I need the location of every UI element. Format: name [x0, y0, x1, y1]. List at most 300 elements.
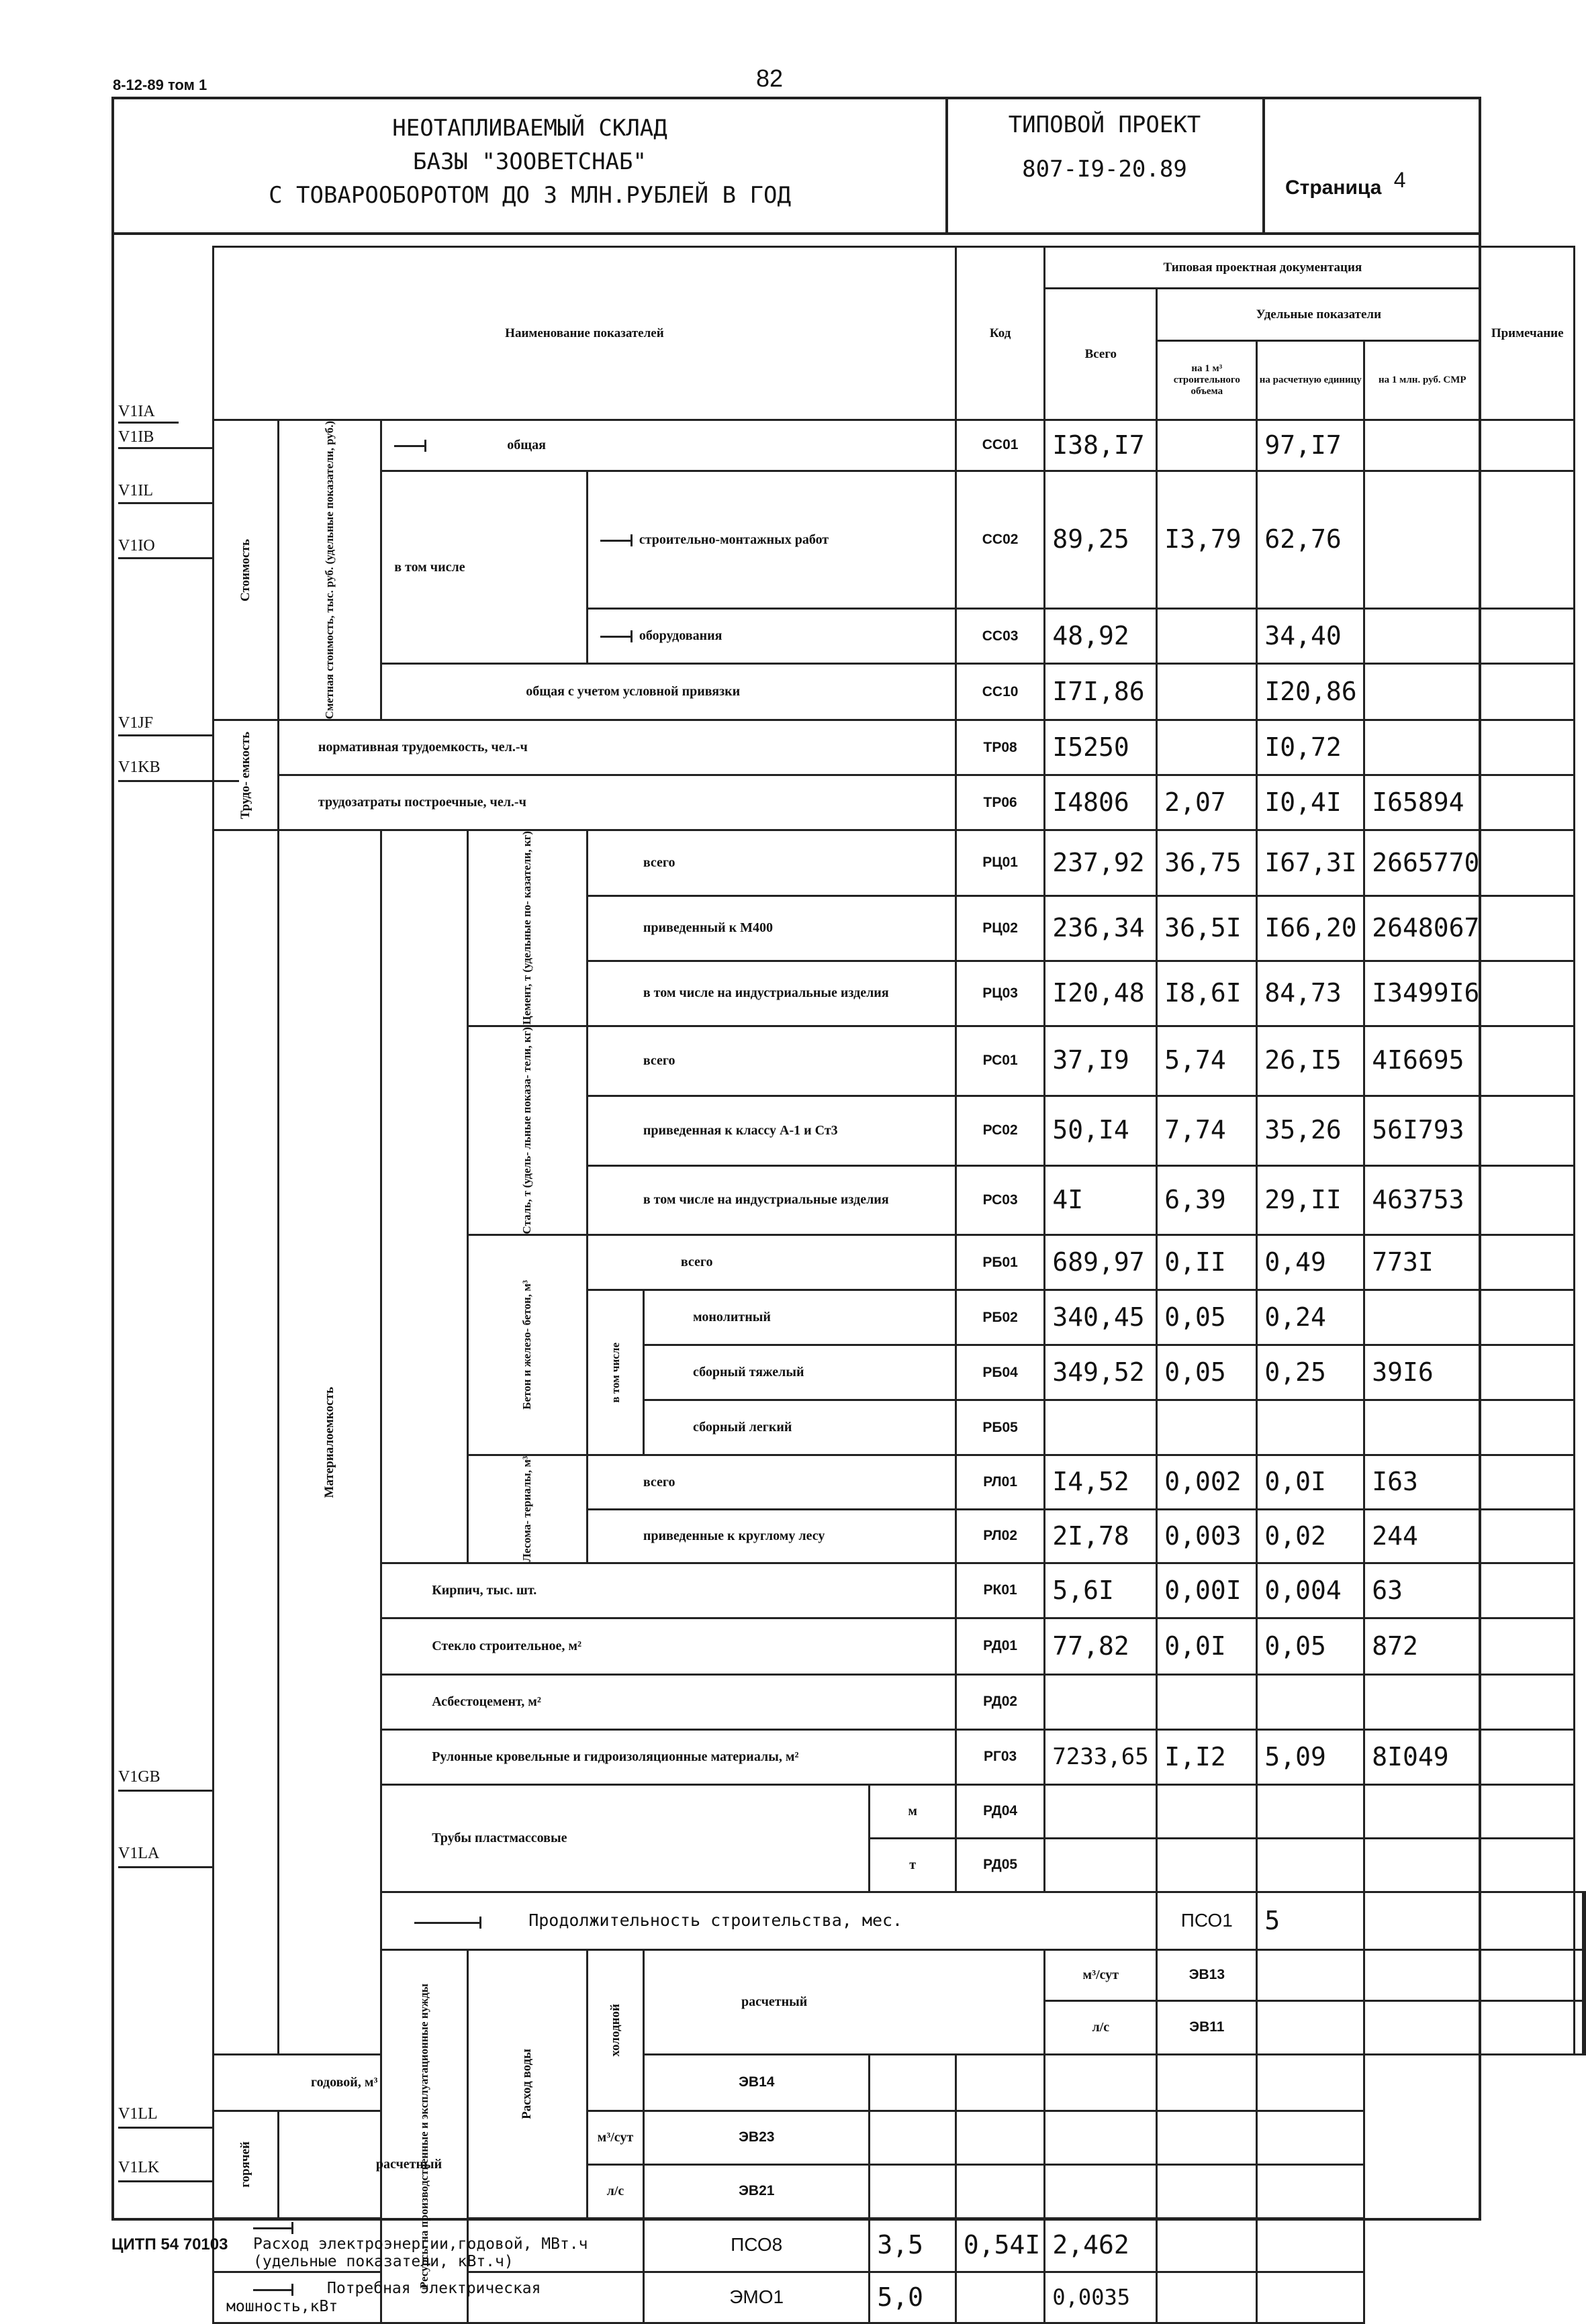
- row-note: [1583, 2001, 1585, 2055]
- row-note: [1481, 1165, 1575, 1235]
- row-name: [587, 609, 955, 664]
- row-per-unit: 0,25: [1257, 1345, 1364, 1400]
- pointer-mark: [414, 1922, 481, 1924]
- row-per-mln: [1364, 1785, 1481, 1839]
- row-name: [587, 1509, 955, 1563]
- row-per-m3: 0,0I: [1157, 1618, 1257, 1675]
- row-name: [381, 420, 956, 471]
- row-name-text: Асбестоцемент, м²: [432, 1694, 541, 1710]
- row-name: [587, 471, 955, 609]
- row-per-unit: [1257, 1839, 1364, 1892]
- row-per-mln: [1364, 1400, 1481, 1455]
- row-name: [644, 1345, 956, 1400]
- row-note: [1257, 2111, 1364, 2165]
- page-label: [1285, 168, 1406, 199]
- row-per-mln: 56I793: [1364, 1096, 1481, 1165]
- row-name: [587, 1165, 955, 1235]
- group-hot: [214, 2111, 279, 2219]
- row-note: [1481, 961, 1575, 1026]
- row-per-m3: [1157, 609, 1257, 664]
- row-per-mln: [1364, 1839, 1481, 1892]
- indicators-table: [212, 246, 1586, 2324]
- row-name-text: Кирпич, тыс. шт.: [432, 1583, 537, 1598]
- group-material-label: Материалоемкость: [322, 1386, 337, 1498]
- row-per-m3: [1157, 1785, 1257, 1839]
- row-code: ТР08: [955, 720, 1045, 775]
- group-cold-label: холодной: [608, 2004, 622, 2057]
- row-total: I4806: [1045, 775, 1157, 830]
- row-per-unit: I66,20: [1257, 895, 1364, 961]
- side-code: V1KB: [118, 759, 160, 776]
- row-per-unit: 0,02: [1257, 1509, 1364, 1563]
- doc-date-volume: 8-12-89 том 1: [113, 77, 207, 93]
- row-per-m3: 0,54I: [955, 2219, 1045, 2272]
- row-per-unit: [1481, 2001, 1575, 2055]
- row-name-text: Рулонные кровельные и гидроизоляционные материалы, м²: [432, 1749, 799, 1765]
- row-total: 4I: [1045, 1165, 1157, 1235]
- row-total: [1045, 1675, 1157, 1730]
- row-total: [870, 2055, 955, 2111]
- row-per-unit: I20,86: [1257, 664, 1364, 720]
- row-per-unit: 0,05: [1257, 1618, 1364, 1675]
- col-header-specific: Удельные показатели: [1157, 289, 1481, 341]
- row-total: 3,5: [870, 2219, 955, 2272]
- row-name-text: всего: [643, 1474, 675, 1490]
- group-water-label: Расход воды: [520, 2049, 534, 2119]
- col-header-per-unit: на расчетную единицу: [1257, 341, 1364, 420]
- col-header-code: Код: [955, 247, 1045, 420]
- group-material: [278, 830, 381, 2055]
- row-code: ЭВ21: [644, 2165, 870, 2219]
- row-per-unit: 0,004: [1257, 1563, 1364, 1618]
- row-per-m3: [955, 2272, 1045, 2323]
- side-code: V1LL: [118, 2105, 158, 2123]
- pointer-mark: [394, 445, 426, 447]
- header-title: [114, 111, 945, 212]
- row-per-mln: I65894: [1364, 775, 1481, 830]
- row-code: ПСО1: [1157, 1892, 1257, 1950]
- group-concrete-label: Бетон и железо- бетон, м³: [520, 1280, 534, 1410]
- group-labor-label: Трудо- емкость: [238, 731, 253, 819]
- row-name-text: приведенные к круглому лесу: [643, 1528, 825, 1543]
- row-per-m3: 0,05: [1157, 1345, 1257, 1400]
- group-cold: [587, 1950, 643, 2111]
- group-labor: [214, 720, 279, 830]
- row-per-mln: [1364, 1290, 1481, 1345]
- row-name-text: Расход электроэнергии,годовой, МВт.ч (удельные показатели, кВт.ч): [253, 2235, 588, 2271]
- row-per-mln: [1157, 2165, 1257, 2219]
- row-name-text: Продолжительность строительства, мес.: [528, 1910, 903, 1931]
- row-per-mln: 463753: [1364, 1165, 1481, 1235]
- row-per-m3: 0,II: [1157, 1235, 1257, 1290]
- row-code: РД04: [955, 1785, 1045, 1839]
- row-per-mln: [1157, 2055, 1257, 2111]
- group-cost: [214, 420, 279, 720]
- title-line-1: НЕОТАПЛИВАЕМЫЙ СКЛАД: [392, 115, 667, 142]
- row-name-text: Стекло строительное, м²: [432, 1639, 581, 1654]
- row-name: [644, 1950, 1045, 2055]
- row-per-unit: [1257, 1785, 1364, 1839]
- col-header-note: Примечание: [1481, 247, 1575, 420]
- row-per-m3: [1157, 664, 1257, 720]
- row-per-unit: 5,09: [1257, 1730, 1364, 1785]
- row-per-unit: 0,49: [1257, 1235, 1364, 1290]
- row-per-m3: I8,6I: [1157, 961, 1257, 1026]
- row-code: РС03: [955, 1165, 1045, 1235]
- row-per-mln: [1575, 1892, 1583, 1950]
- row-per-unit: 62,76: [1257, 471, 1364, 609]
- row-note: [1481, 1400, 1575, 1455]
- row-note: [1481, 1730, 1575, 1785]
- side-code: V1IB: [118, 428, 154, 446]
- row-code: ПСО8: [644, 2219, 870, 2272]
- row-code: ТР06: [955, 775, 1045, 830]
- row-name-text: годовой, м³: [311, 2075, 378, 2090]
- row-per-unit: 29,II: [1257, 1165, 1364, 1235]
- row-code: ЭВ14: [644, 2055, 870, 2111]
- row-name: [587, 1235, 955, 1290]
- row-per-unit: [1257, 1675, 1364, 1730]
- row-per-mln: 773I: [1364, 1235, 1481, 1290]
- row-unit: м³/сут: [587, 2111, 643, 2165]
- row-total: [1045, 1400, 1157, 1455]
- row-per-mln: 2648067: [1364, 895, 1481, 961]
- row-per-m3: [955, 2111, 1045, 2165]
- row-total: [1045, 1785, 1157, 1839]
- row-note: [1481, 609, 1575, 664]
- row-per-mln: [1364, 471, 1481, 609]
- row-per-mln: [1575, 2001, 1583, 2055]
- row-note: [1481, 471, 1575, 609]
- row-code: РД01: [955, 1618, 1045, 1675]
- row-name-text: приведенная к классу А-1 и Ст3: [643, 1122, 838, 1138]
- row-total: [1257, 2001, 1364, 2055]
- row-name-text: Трубы пластмассовые: [432, 1831, 567, 1846]
- row-per-mln: 39I6: [1364, 1345, 1481, 1400]
- row-name: [381, 1785, 870, 1892]
- row-code: РД02: [955, 1675, 1045, 1730]
- row-note: [1257, 2165, 1364, 2219]
- row-total: 5: [1257, 1892, 1364, 1950]
- row-code: РБ01: [955, 1235, 1045, 1290]
- side-code: V1LA: [118, 1845, 160, 1862]
- wood-gap: [381, 1455, 467, 1563]
- col-header-total: Всего: [1045, 289, 1157, 420]
- row-total: 89,25: [1045, 471, 1157, 609]
- row-per-unit: 84,73: [1257, 961, 1364, 1026]
- row-unit: т: [870, 1839, 955, 1892]
- row-name-text: строительно-монтажных работ: [639, 532, 829, 547]
- row-code: РБ05: [955, 1400, 1045, 1455]
- row-name: [381, 1618, 956, 1675]
- row-note: [1481, 895, 1575, 961]
- row-total: 237,92: [1045, 830, 1157, 895]
- row-note: [1257, 2055, 1364, 2111]
- row-note: [1257, 2272, 1364, 2323]
- row-note: [1481, 1839, 1575, 1892]
- row-per-m3: [1157, 720, 1257, 775]
- row-per-mln: 8I049: [1364, 1730, 1481, 1785]
- row-per-unit: [1257, 1400, 1364, 1455]
- row-name-text: нормативная трудоемкость, чел.-ч: [318, 740, 528, 755]
- group-steel: [467, 1026, 587, 1234]
- col-header-per-mln: на 1 млн. руб. СМР: [1364, 341, 1481, 420]
- row-code: РК01: [955, 1563, 1045, 1618]
- row-name: [381, 1675, 956, 1730]
- group-concrete: [467, 1235, 587, 1455]
- group-cost-sub: [278, 420, 381, 720]
- row-code: СС02: [955, 471, 1045, 609]
- row-code: РЛ02: [955, 1509, 1045, 1563]
- title-line-3: С ТОВАРООБОРОТОМ ДО 3 МЛН.РУБЛЕЙ В ГОД: [269, 182, 791, 209]
- row-name-text: общая: [507, 438, 546, 452]
- steel-gap: [381, 1026, 467, 1234]
- group-cost-label: Стоимость: [238, 538, 253, 601]
- row-note: [1481, 1235, 1575, 1290]
- row-per-unit: 26,I5: [1257, 1026, 1364, 1096]
- row-per-unit: [1045, 2111, 1157, 2165]
- title-line-2: БАЗЫ "ЗООВЕТСНАБ": [413, 148, 647, 175]
- row-per-m3: 0,003: [1157, 1509, 1257, 1563]
- row-per-unit: [1045, 2165, 1157, 2219]
- row-per-mln: [1157, 2272, 1257, 2323]
- row-per-mln: [1364, 609, 1481, 664]
- row-per-m3: 2,07: [1157, 775, 1257, 830]
- row-note: [1481, 1455, 1575, 1509]
- row-total: 77,82: [1045, 1618, 1157, 1675]
- row-name-text: сборный тяжелый: [693, 1365, 804, 1380]
- col-header-name: Наименование показателей: [214, 247, 956, 420]
- row-code: РД05: [955, 1839, 1045, 1892]
- row-per-m3: [1364, 1950, 1481, 2001]
- row-total: I20,48: [1045, 961, 1157, 1026]
- row-note: [1481, 420, 1575, 471]
- row-total: I38,I7: [1045, 420, 1157, 471]
- row-unit: м: [870, 1785, 955, 1839]
- row-name: [381, 1730, 956, 1785]
- row-per-mln: 244: [1364, 1509, 1481, 1563]
- row-per-unit: 34,40: [1257, 609, 1364, 664]
- col-header-group: Типовая проектная документация: [1045, 247, 1481, 289]
- row-total: I4,52: [1045, 1455, 1157, 1509]
- row-name: [381, 664, 956, 720]
- page-label-text: Страница: [1285, 177, 1382, 199]
- row-total: 48,92: [1045, 609, 1157, 664]
- row-code: РС01: [955, 1026, 1045, 1096]
- side-code: V1IA: [118, 403, 155, 420]
- row-code: СС01: [955, 420, 1045, 471]
- group-wood: [467, 1455, 587, 1563]
- row-per-mln: I3499I6: [1364, 961, 1481, 1026]
- row-code: СС03: [955, 609, 1045, 664]
- row-total: 2I,78: [1045, 1509, 1157, 1563]
- page-number: 82: [756, 64, 784, 92]
- row-code: ЭВ13: [1157, 1950, 1257, 2001]
- row-name-text: монолитный: [693, 1310, 771, 1325]
- row-per-unit: 97,I7: [1257, 420, 1364, 471]
- group-wood-label: Лесома- териалы, м³: [520, 1456, 534, 1563]
- row-code: ЭВ11: [1157, 2001, 1257, 2055]
- row-unit: л/с: [1045, 2001, 1157, 2055]
- row-name-text: в том числе на индустриальные изделия: [643, 1192, 889, 1208]
- group-cement-label: Цемент, т (удельные по- казатели, кг): [520, 831, 534, 1025]
- group-concrete-incl: [587, 1290, 643, 1455]
- group-steel-label: Сталь, т (удель- льные показа- тели, кг): [520, 1026, 534, 1234]
- row-note: [1481, 1026, 1575, 1096]
- row-per-mln: 872: [1364, 1618, 1481, 1675]
- pointer-mark: [253, 2289, 293, 2291]
- row-per-unit: I67,3I: [1257, 830, 1364, 895]
- row-total: 37,I9: [1045, 1026, 1157, 1096]
- cement-gap: [381, 830, 467, 1026]
- row-total: [870, 2111, 955, 2165]
- row-note: [1481, 830, 1575, 895]
- project-label: ТИПОВОЙ ПРОЕКТ: [1008, 111, 1201, 138]
- row-total: 5,6I: [1045, 1563, 1157, 1618]
- row-name: [587, 1096, 955, 1165]
- row-per-unit: [1481, 1892, 1575, 1950]
- row-name: [587, 1026, 955, 1096]
- row-per-unit: 2,462: [1045, 2219, 1157, 2272]
- row-name-text: расчетный: [741, 1994, 808, 2010]
- row-note: [1481, 1290, 1575, 1345]
- row-code: РС02: [955, 1096, 1045, 1165]
- row-per-m3: 36,5I: [1157, 895, 1257, 961]
- row-per-m3: [1157, 420, 1257, 471]
- footer-code: ЦИТП 54 70103: [111, 2235, 228, 2254]
- group-cement: [467, 830, 587, 1026]
- pointer-mark: [600, 540, 633, 542]
- row-per-unit: I0,4I: [1257, 775, 1364, 830]
- row-name: [644, 1290, 956, 1345]
- row-per-m3: I3,79: [1157, 471, 1257, 609]
- row-per-m3: 0,00I: [1157, 1563, 1257, 1618]
- row-per-m3: [1157, 1400, 1257, 1455]
- row-per-m3: 5,74: [1157, 1026, 1257, 1096]
- row-per-mln: [1364, 720, 1481, 775]
- row-note: [1481, 1785, 1575, 1839]
- row-note: [1481, 1563, 1575, 1618]
- row-per-mln: 4I6695: [1364, 1026, 1481, 1096]
- row-code: ЭВ23: [644, 2111, 870, 2165]
- row-per-mln: [1157, 2111, 1257, 2165]
- pointer-mark: [253, 2227, 293, 2229]
- row-note: [1481, 1509, 1575, 1563]
- row-note: [1481, 1675, 1575, 1730]
- row-name: [278, 775, 955, 830]
- row-name: [587, 895, 955, 961]
- row-name-text: сборный легкий: [693, 1420, 792, 1435]
- row-code: РЦ02: [955, 895, 1045, 961]
- row-name-text: всего: [643, 1053, 675, 1068]
- row-unit: м³/сут: [1045, 1950, 1157, 2001]
- row-name: [644, 1400, 956, 1455]
- row-name-text: оборудования: [639, 628, 722, 644]
- row-per-mln: [1364, 1675, 1481, 1730]
- row-name-text: приведенный к М400: [643, 920, 774, 936]
- row-per-mln: [1575, 1950, 1583, 2001]
- row-note: [1481, 1345, 1575, 1400]
- row-name: [587, 830, 955, 895]
- row-code: РЛ01: [955, 1455, 1045, 1509]
- row-total: [870, 2165, 955, 2219]
- row-name-text: расчетный: [375, 2157, 442, 2172]
- incl-label: в том числе: [381, 471, 588, 664]
- side-code: V1LK: [118, 2159, 160, 2176]
- row-note: [1481, 1096, 1575, 1165]
- row-per-mln: [1364, 420, 1481, 471]
- row-per-m3: [955, 2055, 1045, 2111]
- row-total: 5,0: [870, 2272, 955, 2323]
- row-per-m3: [1157, 1839, 1257, 1892]
- row-total: I5250: [1045, 720, 1157, 775]
- row-total: I7I,86: [1045, 664, 1157, 720]
- row-name-text: трудозатраты построечные, чел.-ч: [318, 795, 526, 810]
- group-cost-sub-label: Сметная стоимость, тыс. руб. (удельные показатели, руб.): [323, 421, 336, 720]
- row-code: РЦ01: [955, 830, 1045, 895]
- row-note: [1481, 1618, 1575, 1675]
- row-per-unit: 0,0035: [1045, 2272, 1157, 2323]
- group-resources-label: Ресурсы на производственные и эксплуатационные нужды: [418, 1984, 431, 2289]
- row-total: 689,97: [1045, 1235, 1157, 1290]
- row-per-m3: [1157, 1675, 1257, 1730]
- row-per-unit: 35,26: [1257, 1096, 1364, 1165]
- row-name: [587, 1455, 955, 1509]
- row-per-mln: [1364, 664, 1481, 720]
- row-name: [278, 2111, 587, 2219]
- row-code: СС10: [955, 664, 1045, 720]
- row-unit: л/с: [587, 2165, 643, 2219]
- row-code: РБ04: [955, 1345, 1045, 1400]
- row-code: РЦ03: [955, 961, 1045, 1026]
- side-code: V1GB: [118, 1768, 160, 1786]
- row-per-unit: I0,72: [1257, 720, 1364, 775]
- row-note: [1481, 664, 1575, 720]
- side-code: V1IO: [118, 537, 155, 554]
- material-gap: [214, 830, 279, 2055]
- row-name-text: общая с учетом условной привязки: [526, 684, 741, 699]
- row-per-m3: [1364, 2001, 1481, 2055]
- row-name: [278, 720, 955, 775]
- row-name-text: всего: [643, 855, 675, 870]
- row-name-text: в том числе на индустриальные изделия: [643, 985, 889, 1001]
- row-per-unit: 0,0I: [1257, 1455, 1364, 1509]
- row-total: 7233,65: [1045, 1730, 1157, 1785]
- row-total: [1257, 1950, 1364, 2001]
- row-per-mln: [1157, 2219, 1257, 2272]
- row-note: [1481, 720, 1575, 775]
- row-per-unit: [1045, 2055, 1157, 2111]
- row-code: ЭМО1: [644, 2272, 870, 2323]
- side-code: V1JF: [118, 714, 154, 732]
- row-per-mln: I63: [1364, 1455, 1481, 1509]
- row-per-m3: 36,75: [1157, 830, 1257, 895]
- group-hot-label: горячей: [238, 2141, 253, 2188]
- row-per-m3: 0,05: [1157, 1290, 1257, 1345]
- side-code: V1IL: [118, 482, 153, 499]
- row-code: РГ03: [955, 1730, 1045, 1785]
- row-total: 236,34: [1045, 895, 1157, 961]
- row-name-text: Потребная электрическая мошность,кВт: [226, 2280, 541, 2315]
- row-code: РБ02: [955, 1290, 1045, 1345]
- row-name: [587, 961, 955, 1026]
- row-per-m3: 7,74: [1157, 1096, 1257, 1165]
- row-name: [381, 1892, 1157, 1950]
- row-per-m3: 0,002: [1157, 1455, 1257, 1509]
- row-note: [1583, 1892, 1585, 1950]
- row-per-unit: [1481, 1950, 1575, 2001]
- project-number: 807-I9-20.89: [1022, 156, 1187, 183]
